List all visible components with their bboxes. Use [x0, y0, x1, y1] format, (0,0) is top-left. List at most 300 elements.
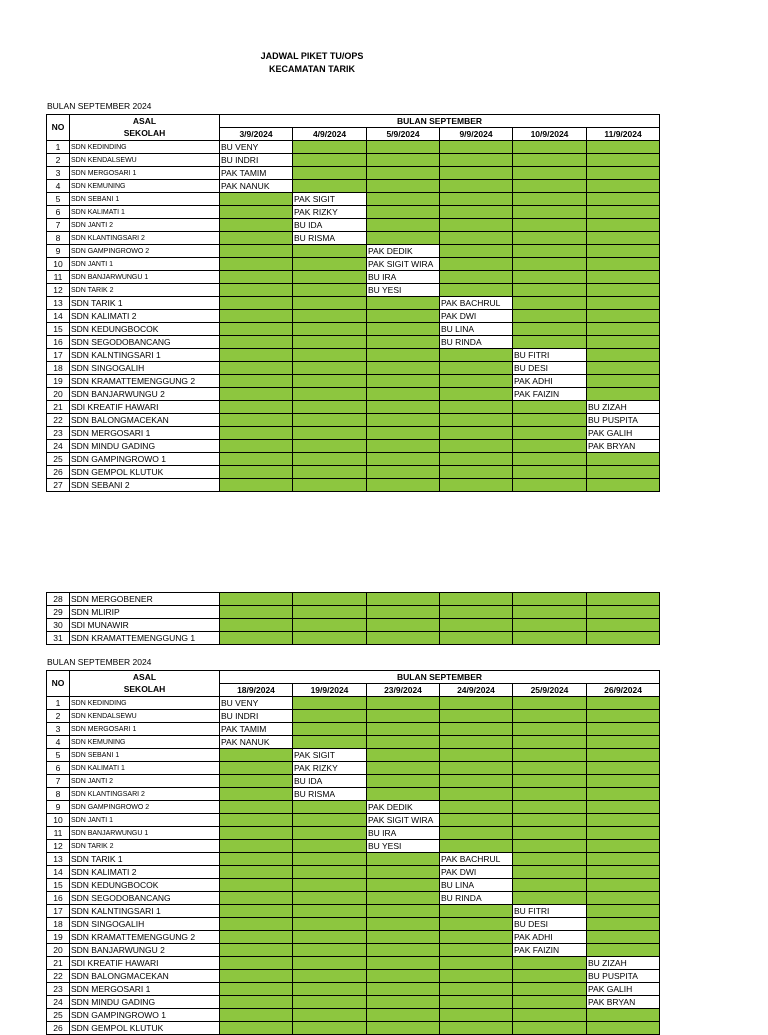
- empty-schedule-cell: [513, 970, 587, 983]
- header-bulan: BULAN SEPTEMBER: [220, 115, 660, 128]
- empty-schedule-cell: [587, 619, 660, 632]
- school-name: SDN SEBANI 1: [70, 749, 220, 762]
- header-sekolah: SEKOLAH: [70, 128, 220, 141]
- schedule-table-2: [46, 670, 660, 1035]
- empty-schedule-cell: [587, 245, 660, 258]
- table-row: [47, 892, 660, 905]
- empty-schedule-cell: [513, 258, 587, 271]
- empty-schedule-cell: [220, 606, 293, 619]
- empty-schedule-cell: [293, 336, 367, 349]
- school-name: SDN JANTI 1: [70, 258, 220, 271]
- empty-schedule-cell: [587, 931, 660, 944]
- empty-schedule-cell: [587, 453, 660, 466]
- row-number: 14: [47, 866, 70, 879]
- empty-schedule-cell: [440, 271, 513, 284]
- school-name: SDN KALIMATI 2: [70, 866, 220, 879]
- duty-officer-cell: BU RINDA: [440, 892, 513, 905]
- empty-schedule-cell: [293, 801, 367, 814]
- duty-officer-cell: PAK NANUK: [220, 736, 293, 749]
- empty-schedule-cell: [513, 788, 587, 801]
- empty-schedule-cell: [367, 219, 440, 232]
- empty-schedule-cell: [293, 827, 367, 840]
- row-number: 21: [47, 957, 70, 970]
- row-number: 26: [47, 1022, 70, 1035]
- table-row: [47, 323, 660, 336]
- empty-schedule-cell: [293, 362, 367, 375]
- empty-schedule-cell: [293, 479, 367, 492]
- table-row: [47, 996, 660, 1009]
- empty-schedule-cell: [293, 141, 367, 154]
- header-no: NO: [47, 115, 70, 141]
- school-name: SDN SEGODOBANCANG: [70, 336, 220, 349]
- empty-schedule-cell: [513, 736, 587, 749]
- table-row: [47, 840, 660, 853]
- row-number: 2: [47, 154, 70, 167]
- empty-schedule-cell: [220, 193, 293, 206]
- duty-officer-cell: BU ZIZAH: [587, 401, 660, 414]
- empty-schedule-cell: [440, 284, 513, 297]
- empty-schedule-cell: [293, 814, 367, 827]
- empty-schedule-cell: [587, 193, 660, 206]
- date-header: 25/9/2024: [513, 684, 587, 697]
- empty-schedule-cell: [367, 749, 440, 762]
- empty-schedule-cell: [220, 931, 293, 944]
- table-row: [47, 619, 660, 632]
- empty-schedule-cell: [220, 245, 293, 258]
- empty-schedule-cell: [440, 970, 513, 983]
- empty-schedule-cell: [220, 632, 293, 645]
- row-number: 3: [47, 167, 70, 180]
- empty-schedule-cell: [293, 284, 367, 297]
- duty-officer-cell: PAK GALIH: [587, 427, 660, 440]
- empty-schedule-cell: [440, 983, 513, 996]
- table-row: [47, 749, 660, 762]
- table-row: [47, 879, 660, 892]
- empty-schedule-cell: [587, 154, 660, 167]
- empty-schedule-cell: [587, 866, 660, 879]
- empty-schedule-cell: [513, 180, 587, 193]
- empty-schedule-cell: [587, 323, 660, 336]
- empty-schedule-cell: [367, 632, 440, 645]
- school-name: SDN MERGOSARI 1: [70, 427, 220, 440]
- row-number: 17: [47, 905, 70, 918]
- empty-schedule-cell: [293, 466, 367, 479]
- empty-schedule-cell: [440, 619, 513, 632]
- duty-officer-cell: PAK SIGIT WIRA: [367, 258, 440, 271]
- empty-schedule-cell: [293, 323, 367, 336]
- empty-schedule-cell: [440, 931, 513, 944]
- school-name: SDN KEDUNGBOCOK: [70, 323, 220, 336]
- duty-officer-cell: PAK SIGIT: [293, 193, 367, 206]
- school-name: SDN SEGODOBANCANG: [70, 892, 220, 905]
- row-number: 30: [47, 619, 70, 632]
- empty-schedule-cell: [587, 853, 660, 866]
- empty-schedule-cell: [220, 801, 293, 814]
- table-row: [47, 427, 660, 440]
- empty-schedule-cell: [513, 245, 587, 258]
- empty-schedule-cell: [513, 440, 587, 453]
- date-header: 24/9/2024: [440, 684, 513, 697]
- empty-schedule-cell: [513, 479, 587, 492]
- row-number: 16: [47, 892, 70, 905]
- empty-schedule-cell: [293, 619, 367, 632]
- row-number: 9: [47, 245, 70, 258]
- empty-schedule-cell: [220, 479, 293, 492]
- month-label-table-2: BULAN SEPTEMBER 2024: [47, 657, 152, 667]
- empty-schedule-cell: [367, 905, 440, 918]
- date-header-row: [47, 684, 660, 697]
- empty-schedule-cell: [587, 284, 660, 297]
- school-name: SDN BALONGMACEKAN: [70, 970, 220, 983]
- empty-schedule-cell: [220, 619, 293, 632]
- empty-schedule-cell: [367, 453, 440, 466]
- empty-schedule-cell: [440, 736, 513, 749]
- empty-schedule-cell: [440, 427, 513, 440]
- table-row: [47, 310, 660, 323]
- empty-schedule-cell: [513, 866, 587, 879]
- row-number: 10: [47, 814, 70, 827]
- school-name: SDN JANTI 1: [70, 814, 220, 827]
- school-name: SDN SINGOGALIH: [70, 918, 220, 931]
- table-row: [47, 593, 660, 606]
- empty-schedule-cell: [513, 814, 587, 827]
- empty-schedule-cell: [440, 996, 513, 1009]
- empty-schedule-cell: [367, 853, 440, 866]
- row-number: 18: [47, 362, 70, 375]
- row-number: 2: [47, 710, 70, 723]
- table-row: [47, 632, 660, 645]
- empty-schedule-cell: [367, 388, 440, 401]
- empty-schedule-cell: [513, 466, 587, 479]
- school-name: SDN MLIRIP: [70, 606, 220, 619]
- row-number: 7: [47, 775, 70, 788]
- row-number: 24: [47, 440, 70, 453]
- empty-schedule-cell: [220, 297, 293, 310]
- duty-officer-cell: PAK TAMIM: [220, 167, 293, 180]
- empty-schedule-cell: [220, 983, 293, 996]
- row-number: 3: [47, 723, 70, 736]
- school-name: SDN KEMUNING: [70, 180, 220, 193]
- date-header: 23/9/2024: [367, 684, 440, 697]
- row-number: 29: [47, 606, 70, 619]
- duty-officer-cell: BU YESI: [367, 840, 440, 853]
- empty-schedule-cell: [367, 788, 440, 801]
- empty-schedule-cell: [220, 593, 293, 606]
- school-name: SDN KALNTINGSARI 1: [70, 349, 220, 362]
- row-number: 4: [47, 736, 70, 749]
- empty-schedule-cell: [587, 892, 660, 905]
- row-number: 8: [47, 232, 70, 245]
- empty-schedule-cell: [587, 723, 660, 736]
- row-number: 5: [47, 749, 70, 762]
- empty-schedule-cell: [440, 801, 513, 814]
- date-header: 3/9/2024: [220, 128, 293, 141]
- school-name: SDN GAMPINGROWO 2: [70, 245, 220, 258]
- table-row: [47, 853, 660, 866]
- table-row: [47, 258, 660, 271]
- empty-schedule-cell: [587, 375, 660, 388]
- empty-schedule-cell: [587, 271, 660, 284]
- table-row: [47, 957, 660, 970]
- empty-schedule-cell: [513, 323, 587, 336]
- empty-schedule-cell: [587, 180, 660, 193]
- empty-schedule-cell: [440, 245, 513, 258]
- school-name: SDN TARIK 1: [70, 297, 220, 310]
- row-number: 6: [47, 762, 70, 775]
- empty-schedule-cell: [513, 593, 587, 606]
- empty-schedule-cell: [367, 762, 440, 775]
- empty-schedule-cell: [440, 905, 513, 918]
- empty-schedule-cell: [513, 453, 587, 466]
- table-row: [47, 375, 660, 388]
- empty-schedule-cell: [587, 814, 660, 827]
- empty-schedule-cell: [367, 310, 440, 323]
- table-row: [47, 918, 660, 931]
- duty-officer-cell: PAK TAMIM: [220, 723, 293, 736]
- empty-schedule-cell: [513, 219, 587, 232]
- empty-schedule-cell: [440, 349, 513, 362]
- empty-schedule-cell: [513, 632, 587, 645]
- duty-officer-cell: PAK FAIZIN: [513, 944, 587, 957]
- row-number: 5: [47, 193, 70, 206]
- duty-officer-cell: PAK GALIH: [587, 983, 660, 996]
- table-row: [47, 245, 660, 258]
- empty-schedule-cell: [440, 918, 513, 931]
- empty-schedule-cell: [440, 414, 513, 427]
- empty-schedule-cell: [367, 232, 440, 245]
- empty-schedule-cell: [367, 427, 440, 440]
- empty-schedule-cell: [587, 219, 660, 232]
- empty-schedule-cell: [367, 375, 440, 388]
- empty-schedule-cell: [220, 788, 293, 801]
- empty-schedule-cell: [440, 788, 513, 801]
- empty-schedule-cell: [513, 427, 587, 440]
- empty-schedule-cell: [513, 892, 587, 905]
- empty-schedule-cell: [587, 788, 660, 801]
- empty-schedule-cell: [367, 710, 440, 723]
- table-row: [47, 271, 660, 284]
- empty-schedule-cell: [220, 749, 293, 762]
- empty-schedule-cell: [367, 697, 440, 710]
- empty-schedule-cell: [367, 606, 440, 619]
- empty-schedule-cell: [513, 206, 587, 219]
- empty-schedule-cell: [293, 879, 367, 892]
- table-row: [47, 827, 660, 840]
- empty-schedule-cell: [220, 466, 293, 479]
- table-row: [47, 388, 660, 401]
- empty-schedule-cell: [367, 349, 440, 362]
- table-row: [47, 1009, 660, 1022]
- empty-schedule-cell: [440, 232, 513, 245]
- empty-schedule-cell: [367, 401, 440, 414]
- date-header: 5/9/2024: [367, 128, 440, 141]
- date-header: 26/9/2024: [587, 684, 660, 697]
- empty-schedule-cell: [587, 749, 660, 762]
- empty-schedule-cell: [220, 271, 293, 284]
- empty-schedule-cell: [513, 710, 587, 723]
- empty-schedule-cell: [367, 944, 440, 957]
- duty-officer-cell: BU IRA: [367, 271, 440, 284]
- header-sekolah: SEKOLAH: [70, 684, 220, 697]
- empty-schedule-cell: [587, 349, 660, 362]
- duty-officer-cell: PAK RIZKY: [293, 762, 367, 775]
- table-row: [47, 401, 660, 414]
- empty-schedule-cell: [513, 284, 587, 297]
- school-name: SDI KREATIF HAWARI: [70, 957, 220, 970]
- table-row: [47, 362, 660, 375]
- empty-schedule-cell: [293, 723, 367, 736]
- empty-schedule-cell: [220, 323, 293, 336]
- school-name: SDN KENDALSEWU: [70, 710, 220, 723]
- row-number: 16: [47, 336, 70, 349]
- empty-schedule-cell: [367, 193, 440, 206]
- school-name: SDN KRAMATTEMENGGUNG 2: [70, 375, 220, 388]
- row-number: 21: [47, 401, 70, 414]
- empty-schedule-cell: [367, 336, 440, 349]
- empty-schedule-cell: [293, 349, 367, 362]
- table-row: [47, 336, 660, 349]
- empty-schedule-cell: [513, 1022, 587, 1035]
- empty-schedule-cell: [440, 401, 513, 414]
- duty-officer-cell: PAK ADHI: [513, 375, 587, 388]
- empty-schedule-cell: [220, 853, 293, 866]
- empty-schedule-cell: [587, 593, 660, 606]
- duty-officer-cell: PAK ADHI: [513, 931, 587, 944]
- empty-schedule-cell: [587, 167, 660, 180]
- empty-schedule-cell: [293, 996, 367, 1009]
- school-name: SDN BALONGMACEKAN: [70, 414, 220, 427]
- school-name: SDN SEBANI 1: [70, 193, 220, 206]
- date-header-row: [47, 128, 660, 141]
- empty-schedule-cell: [513, 983, 587, 996]
- empty-schedule-cell: [367, 154, 440, 167]
- empty-schedule-cell: [220, 996, 293, 1009]
- row-number: 8: [47, 788, 70, 801]
- duty-officer-cell: PAK SIGIT: [293, 749, 367, 762]
- empty-schedule-cell: [220, 905, 293, 918]
- row-number: 25: [47, 1009, 70, 1022]
- row-number: 9: [47, 801, 70, 814]
- empty-schedule-cell: [367, 996, 440, 1009]
- row-number: 31: [47, 632, 70, 645]
- duty-officer-cell: PAK FAIZIN: [513, 388, 587, 401]
- row-number: 11: [47, 271, 70, 284]
- empty-schedule-cell: [293, 310, 367, 323]
- table-row: [47, 206, 660, 219]
- date-header: 9/9/2024: [440, 128, 513, 141]
- empty-schedule-cell: [440, 957, 513, 970]
- duty-officer-cell: PAK DWI: [440, 866, 513, 879]
- row-number: 24: [47, 996, 70, 1009]
- duty-officer-cell: BU YESI: [367, 284, 440, 297]
- row-number: 17: [47, 349, 70, 362]
- date-header: 11/9/2024: [587, 128, 660, 141]
- empty-schedule-cell: [293, 931, 367, 944]
- empty-schedule-cell: [220, 762, 293, 775]
- school-name: SDN KRAMATTEMENGGUNG 1: [70, 632, 220, 645]
- table-row: [47, 931, 660, 944]
- empty-schedule-cell: [513, 619, 587, 632]
- empty-schedule-cell: [220, 375, 293, 388]
- table-row: [47, 606, 660, 619]
- empty-schedule-cell: [220, 1009, 293, 1022]
- table-row: [47, 232, 660, 245]
- school-name: SDN KALIMATI 1: [70, 762, 220, 775]
- school-name: SDN GAMPINGROWO 2: [70, 801, 220, 814]
- empty-schedule-cell: [293, 1009, 367, 1022]
- row-number: 7: [47, 219, 70, 232]
- empty-schedule-cell: [293, 905, 367, 918]
- empty-schedule-cell: [513, 723, 587, 736]
- empty-schedule-cell: [293, 944, 367, 957]
- empty-schedule-cell: [293, 453, 367, 466]
- row-number: 15: [47, 879, 70, 892]
- row-number: 19: [47, 931, 70, 944]
- school-name: SDN GEMPOL KLUTUK: [70, 466, 220, 479]
- empty-schedule-cell: [587, 258, 660, 271]
- row-number: 11: [47, 827, 70, 840]
- row-number: 20: [47, 388, 70, 401]
- empty-schedule-cell: [367, 167, 440, 180]
- empty-schedule-cell: [587, 479, 660, 492]
- duty-officer-cell: BU FITRI: [513, 349, 587, 362]
- empty-schedule-cell: [293, 297, 367, 310]
- empty-schedule-cell: [440, 840, 513, 853]
- row-number: 10: [47, 258, 70, 271]
- empty-schedule-cell: [293, 840, 367, 853]
- empty-schedule-cell: [293, 918, 367, 931]
- school-name: SDN KEDUNGBOCOK: [70, 879, 220, 892]
- empty-schedule-cell: [440, 193, 513, 206]
- empty-schedule-cell: [513, 271, 587, 284]
- table-row: [47, 167, 660, 180]
- empty-schedule-cell: [440, 219, 513, 232]
- empty-schedule-cell: [293, 245, 367, 258]
- table-row: [47, 453, 660, 466]
- duty-officer-cell: BU RISMA: [293, 232, 367, 245]
- empty-schedule-cell: [440, 1022, 513, 1035]
- school-name: SDN TARIK 2: [70, 284, 220, 297]
- empty-schedule-cell: [293, 1022, 367, 1035]
- empty-schedule-cell: [367, 892, 440, 905]
- school-name: SDI MUNAWIR: [70, 619, 220, 632]
- empty-schedule-cell: [440, 453, 513, 466]
- empty-schedule-cell: [440, 466, 513, 479]
- row-number: 22: [47, 970, 70, 983]
- empty-schedule-cell: [513, 762, 587, 775]
- empty-schedule-cell: [367, 918, 440, 931]
- empty-schedule-cell: [513, 775, 587, 788]
- empty-schedule-cell: [367, 983, 440, 996]
- empty-schedule-cell: [587, 141, 660, 154]
- empty-schedule-cell: [220, 414, 293, 427]
- empty-schedule-cell: [220, 388, 293, 401]
- empty-schedule-cell: [367, 141, 440, 154]
- school-name: SDN BANJARWUNGU 1: [70, 271, 220, 284]
- duty-officer-cell: BU INDRI: [220, 710, 293, 723]
- empty-schedule-cell: [293, 271, 367, 284]
- empty-schedule-cell: [587, 918, 660, 931]
- school-name: SDN KRAMATTEMENGGUNG 2: [70, 931, 220, 944]
- empty-schedule-cell: [513, 879, 587, 892]
- empty-schedule-cell: [587, 944, 660, 957]
- table-row: [47, 479, 660, 492]
- row-number: 18: [47, 918, 70, 931]
- duty-officer-cell: BU DESI: [513, 362, 587, 375]
- empty-schedule-cell: [587, 710, 660, 723]
- empty-schedule-cell: [513, 697, 587, 710]
- empty-schedule-cell: [367, 180, 440, 193]
